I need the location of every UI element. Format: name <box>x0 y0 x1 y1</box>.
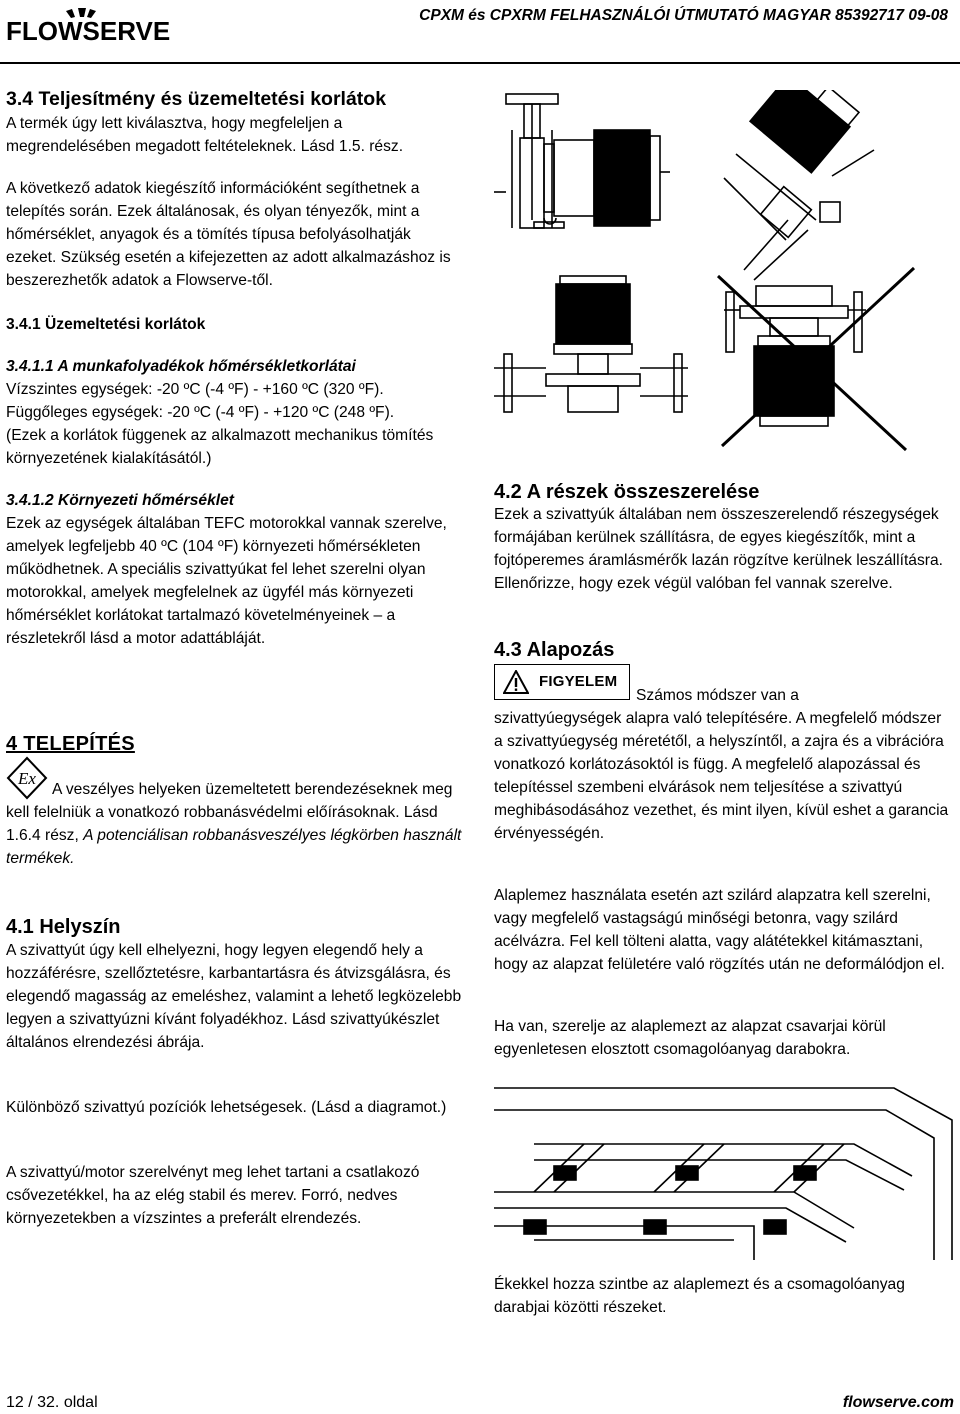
section-3-4-paragraph-2: A következő adatok kiegészítő információként segíthetnek a telepítés során. Ezek általánosak, és olyan tényezők, mint a hőmérséklet, anyagok és a tömítés típusa befolyásolhatják ezeket. Szükség esetén a kifejezetten az adott alkalmazáshoz is beszerezhetők adatok a Flowserve-től. <box>6 180 451 289</box>
section-4-3-paragraph-1: szivattyúegységek alapra való telepítésére. A megfelelő módszer a szivattyúegység méretétől, a helyszíntől, a zajra és a vibrációra vonatkozó korlátozásoktól is függ. A megfelelő alapozással és telepítéssel szembeni elvárások nem teljesítése a szivattyú meghibásodásához vezethet, és mint ilyen, kívül eshet a garancia érvényességén. <box>494 710 949 842</box>
pump-inverted-crossed <box>718 268 914 450</box>
pump-horizontal <box>494 94 670 228</box>
section-4-1-title: 4.1 Helyszín <box>6 916 121 938</box>
section-4-1-paragraph-3: A szivattyú/motor szerelvényt meg lehet tartani a csatlakozó csővezetékkel, ha az elég stabil és merev. Forró, nedves környezetekben a vízszintes a preferált elrendezés. <box>6 1164 420 1227</box>
warning-box <box>494 664 630 700</box>
section-4-title: 4 TELEPÍTÉS <box>6 733 135 755</box>
header-title: CPXM és CPXRM FELHASZNÁLÓI ÚTMUTATÓ MAGYAR 85392717 09-08 <box>419 7 948 24</box>
section-3-4-title: 3.4 Teljesítmény és üzemeltetési korlátok <box>6 88 387 110</box>
pump-angled <box>724 90 874 280</box>
section-4-3-paragraph-1-first: Számos módszer van a <box>636 687 799 704</box>
section-3-4-1-2-title: 3.4.1.2 Környezeti hőmérséklet <box>6 492 234 509</box>
warning-label: FIGYELEM <box>539 673 618 690</box>
header-rule <box>0 62 960 64</box>
section-4-1-paragraph-2: Különböző szivattyú pozíciók lehetségesek. (Lásd a diagramot.) <box>6 1099 447 1116</box>
baseplate-packing-figure <box>494 1080 954 1260</box>
temp-limit-vertical: Függőleges egységek: -20 ºC (-4 ºF) - +120 ºC (248 ºF). <box>6 404 395 421</box>
pump-orientations-figure <box>494 90 934 460</box>
baseplate-diagram <box>494 1080 954 1260</box>
section-4-1-paragraph-1: A szivattyút úgy kell elhelyezni, hogy legyen elegendő hely a hozzáférésre, szellőztetésre, karbantartásra és átvizsgálásra, és elegendő magasság az emeléshez, valamint a lehető legközelebb legyen a szivattyúzni kívánt folyadékhoz. Lásd szivattyúkészlet általános elrendezési ábrája. <box>6 942 462 1051</box>
section-4-2-title: 4.2 A részek összeszerelése <box>494 481 760 503</box>
warning-triangle-icon <box>503 670 529 694</box>
section-4-paragraph <box>6 778 464 870</box>
section-4-3-paragraph-4: Ékekkel hozza szintbe az alaplemezt és a csomagolóanyag darabjai közötti részeket. <box>494 1276 905 1316</box>
section-3-4-paragraph-1: A termék úgy lett kiválasztva, hogy megfeleljen a megrendelésében megadott feltételeknek. Lásd 1.5. rész. <box>6 115 404 155</box>
section-3-4-1-1-title: 3.4.1.1 A munkafolyadékok hőmérsékletkorlátai <box>6 358 356 375</box>
section-4-2-paragraph: Ezek a szivattyúk általában nem összeszerelendő részegységek formájában kerülnek szállításra, de egyes kiegészítők, mint a fojtóperemes áramlásmérők lazán rögzítve kerülnek leszállításra. Ellenőrizze, hogy ezek végül valóban fel vannak szerelve. <box>494 506 943 592</box>
section-4-text: A veszélyes helyeken üzemeltetett berendezéseknek meg kell felelniük a vonatkozó robbanásvédelmi előírásoknak. Lásd 1.6.4 rész, <box>6 781 453 844</box>
left-column <box>6 86 468 650</box>
section-3-4-1-title: 3.4.1 Üzemeltetési korlátok <box>6 316 206 333</box>
pump-vertical <box>494 276 688 412</box>
section-3-4-1-2-paragraph: Ezek az egységek általában TEFC motorokkal vannak szerelve, amelyek legfeljebb 40 ºC (104 ºF) környezeti hőmérsékleten működhetnek. A speciális szivattyúkat fel lehet szerelni olyan motorokkal, amelyek megfelelnek az ügyfél más környezeti hőmérséklet korlátokat tartalmazó követelményeinek – a részletekről lásd a motor adattábláját. <box>6 515 447 647</box>
temp-limit-horizontal: Vízszintes egységek: -20 ºC (-4 ºF) - +160 ºC (320 ºF). <box>6 381 384 398</box>
section-4-3-title: 4.3 Alapozás <box>494 639 615 661</box>
footer-page-number: 12 / 32. oldal <box>6 1394 98 1411</box>
pump-positions-diagram <box>494 90 934 460</box>
section-4-3-paragraph-2: Alaplemez használata esetén azt szilárd alapzatra kell szerelni, vagy megfelelő vastagságú minőségi betonra, vagy szilárd acélvázra. Fel kell tölteni alatta, vagy alátétekkel kitámasztani, hogy az alapzat felületére való rögzítés után ne deformálódjon el. <box>494 887 945 973</box>
ex-symbol-label: Ex <box>18 769 36 788</box>
section-4-text-italic: A potenciálisan robbanásveszélyes légkörben használt termékek. <box>6 827 462 867</box>
logo-text: FLOWSERVE <box>6 16 171 46</box>
footer-site[interactable]: flowserve.com <box>842 1394 954 1411</box>
temp-limit-note: (Ezek a korlátok függenek az alkalmazott mechanikus tömítés környezetének kialakításától.) <box>6 427 434 467</box>
section-4-3-paragraph-3: Ha van, szerelje az alaplemezt az alapzat csavarjai körül egyenletesen elosztott csomagolóanyag darabokra. <box>494 1018 886 1058</box>
